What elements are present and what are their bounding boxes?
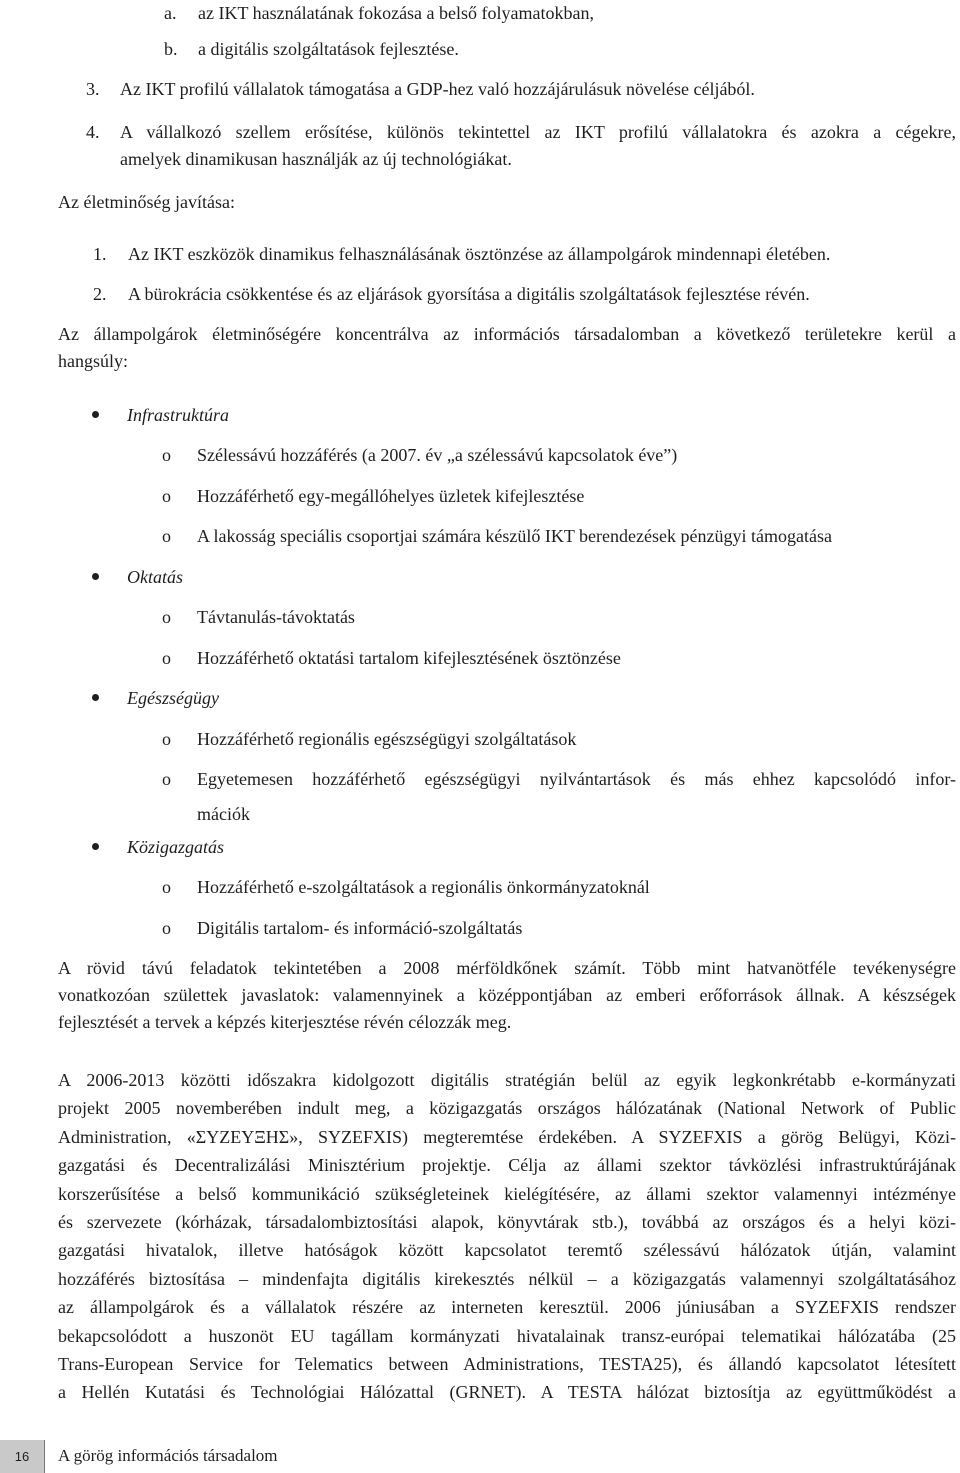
list-item: Hozzáférhető regionális egészségügyi szolgáltatások <box>197 729 577 749</box>
sub-bullet-icon: o <box>162 877 171 897</box>
list-item <box>197 766 956 828</box>
sub-bullet-icon: o <box>162 729 171 749</box>
list-item: a digitális szolgáltatások fejlesztése. <box>198 39 459 59</box>
text-line: a Hellén Kutatási és Technológiai Hálózattal (GRNET). A TESTA hálózat biztosítja az együttműködést a <box>58 1382 956 1403</box>
text-line: fejlesztését a tervek a képzés kiterjesztése révén célozzák meg. <box>58 1012 512 1032</box>
text-line: amelyek dinamikusan használják az új technológiákat. <box>120 149 512 169</box>
sub-bullet-icon: o <box>162 486 171 506</box>
sub-bullet-icon: o <box>162 445 171 465</box>
text-line: A vállalkozó szellem erősítése, különös tekintettel az IKT profilú vállalatokra és azokra a cégekre, <box>120 122 956 142</box>
sub-bullet-icon: o <box>162 648 171 668</box>
area-title: Közigazgatás <box>127 837 225 857</box>
text-line: A 2006-2013 közötti időszakra kidolgozott digitális stratégián belül az egyik legkonkrétabb e-kormányzati <box>58 1070 956 1090</box>
list-item: Hozzáférhető egy-megállóhelyes üzletek kifejlesztése <box>197 486 585 506</box>
intro-paragraph <box>58 321 956 375</box>
text-line: gazgatási hivatalok, illetve hatóságok között kapcsolatot teremtő szélessávú hálózatok útján, valamint <box>58 1240 956 1261</box>
text-line: mációk <box>197 804 250 824</box>
text-line: bekapcsolódott a huszonöt EU tagállam kormányzati hivatalainak transz-európai telematikai hálózatába (25 <box>58 1325 956 1346</box>
list-item: Távtanulás-távoktatás <box>197 607 355 627</box>
section-heading: Az életminőség javítása: <box>58 192 235 212</box>
list-item: Hozzáférhető oktatási tartalom kifejlesztésének ösztönzése <box>197 648 621 668</box>
sub-bullet-icon: o <box>162 607 171 627</box>
list-marker: 2. <box>93 284 107 304</box>
text-line: és szervezete (kórházak, társadalombiztosítási alapok, könyvtárak stb.), továbbá az országos és a helyi közi- <box>58 1211 956 1232</box>
body-paragraph <box>58 955 956 1036</box>
list-marker: 4. <box>86 122 100 142</box>
area-title: Oktatás <box>127 567 183 587</box>
sub-bullet-icon: o <box>162 769 171 789</box>
bullet-icon <box>92 573 99 580</box>
list-item: A bürokrácia csökkentése és az eljárások gyorsítása a digitális szolgáltatások fejlesztése révén. <box>128 284 810 304</box>
list-item: Digitális tartalom- és információ-szolgáltatás <box>197 918 523 938</box>
sub-bullet-icon: o <box>162 918 171 938</box>
bullet-icon <box>92 411 99 418</box>
bullet-icon <box>92 843 99 850</box>
body-paragraph <box>58 1066 956 1407</box>
list-marker: 3. <box>86 79 100 99</box>
text-line: az állampolgárok és a vállalatok részére az interneten keresztül. 2006 júniusában a SYZEFXIS rendszer <box>58 1297 956 1318</box>
text-line: Egyetemesen hozzáférhető egészségügyi nyilvántartások és más ehhez kapcsolódó infor- <box>197 769 956 789</box>
footer-title: A görög információs társadalom <box>58 1446 278 1465</box>
text-line: A rövid távú feladatok tekintetében a 2008 mérföldkőnek számít. Több mint hatvanötféle tevékenységre <box>58 958 956 978</box>
area-title: Infrastruktúra <box>127 405 230 425</box>
list-item: Az IKT profilú vállalatok támogatása a GDP-hez való hozzájárulásuk növelése céljából. <box>120 79 755 99</box>
list-item <box>120 119 956 173</box>
text-line: gazgatási és Decentralizálási Minisztérium projektje. Célja az állami szektor távközlési infrastruktúrájának <box>58 1155 956 1176</box>
list-item: Az IKT eszközök dinamikus felhasználásának ösztönzése az állampolgárok mindennapi életében. <box>128 244 831 264</box>
text-line: korszerűsítése a belső kommunikáció szükségleteinek kielégítésére, az állami szektor valamennyi intézménye <box>58 1183 956 1204</box>
list-item: Hozzáférhető e-szolgáltatások a regionális önkormányzatoknál <box>197 877 650 897</box>
text-line: vonatkozóan születtek javaslatok: valamennyinek a középpontjában az emberi erőforrások állnak. A készségek <box>58 985 956 1005</box>
list-item: az IKT használatának fokozása a belső folyamatokban, <box>198 3 594 23</box>
text-line: Administration, «ΣΥΖΕΥΞΗΣ», SYZEFXIS) megteremtése érdekében. A SYZEFXIS a görög Belügyi, Közi- <box>58 1126 956 1147</box>
list-marker: b. <box>164 39 178 59</box>
text-line: Az állampolgárok életminőségére koncentrálva az információs társadalomban a következő területekre kerül a <box>58 324 956 344</box>
list-marker: 1. <box>93 244 107 264</box>
list-marker: a. <box>164 3 177 23</box>
text-line: hozzáférés biztosítása – mindenfajta digitális kirekesztés nélkül – a közigazgatás valamennyi szolgáltatásához <box>58 1268 956 1289</box>
list-item: Szélessávú hozzáférés (a 2007. év „a szélessávú kapcsolatok éve”) <box>197 445 678 465</box>
text-line: projekt 2005 novemberében indult meg, a közigazgatás országos hálózatának (National Network of Public <box>58 1098 956 1119</box>
text-line: hangsúly: <box>58 351 128 371</box>
sub-bullet-icon: o <box>162 526 171 546</box>
footer-divider <box>44 1440 45 1473</box>
area-title: Egészségügy <box>127 688 219 708</box>
bullet-icon <box>92 694 99 701</box>
list-item: A lakosság speciális csoportjai számára készülő IKT berendezések pénzügyi támogatása <box>197 526 832 546</box>
page-number: 16 <box>0 1440 44 1473</box>
text-line: Trans-European Service for Telematics between Administrations, TESTA25), és állandó kapcsolatot létesített <box>58 1353 956 1374</box>
